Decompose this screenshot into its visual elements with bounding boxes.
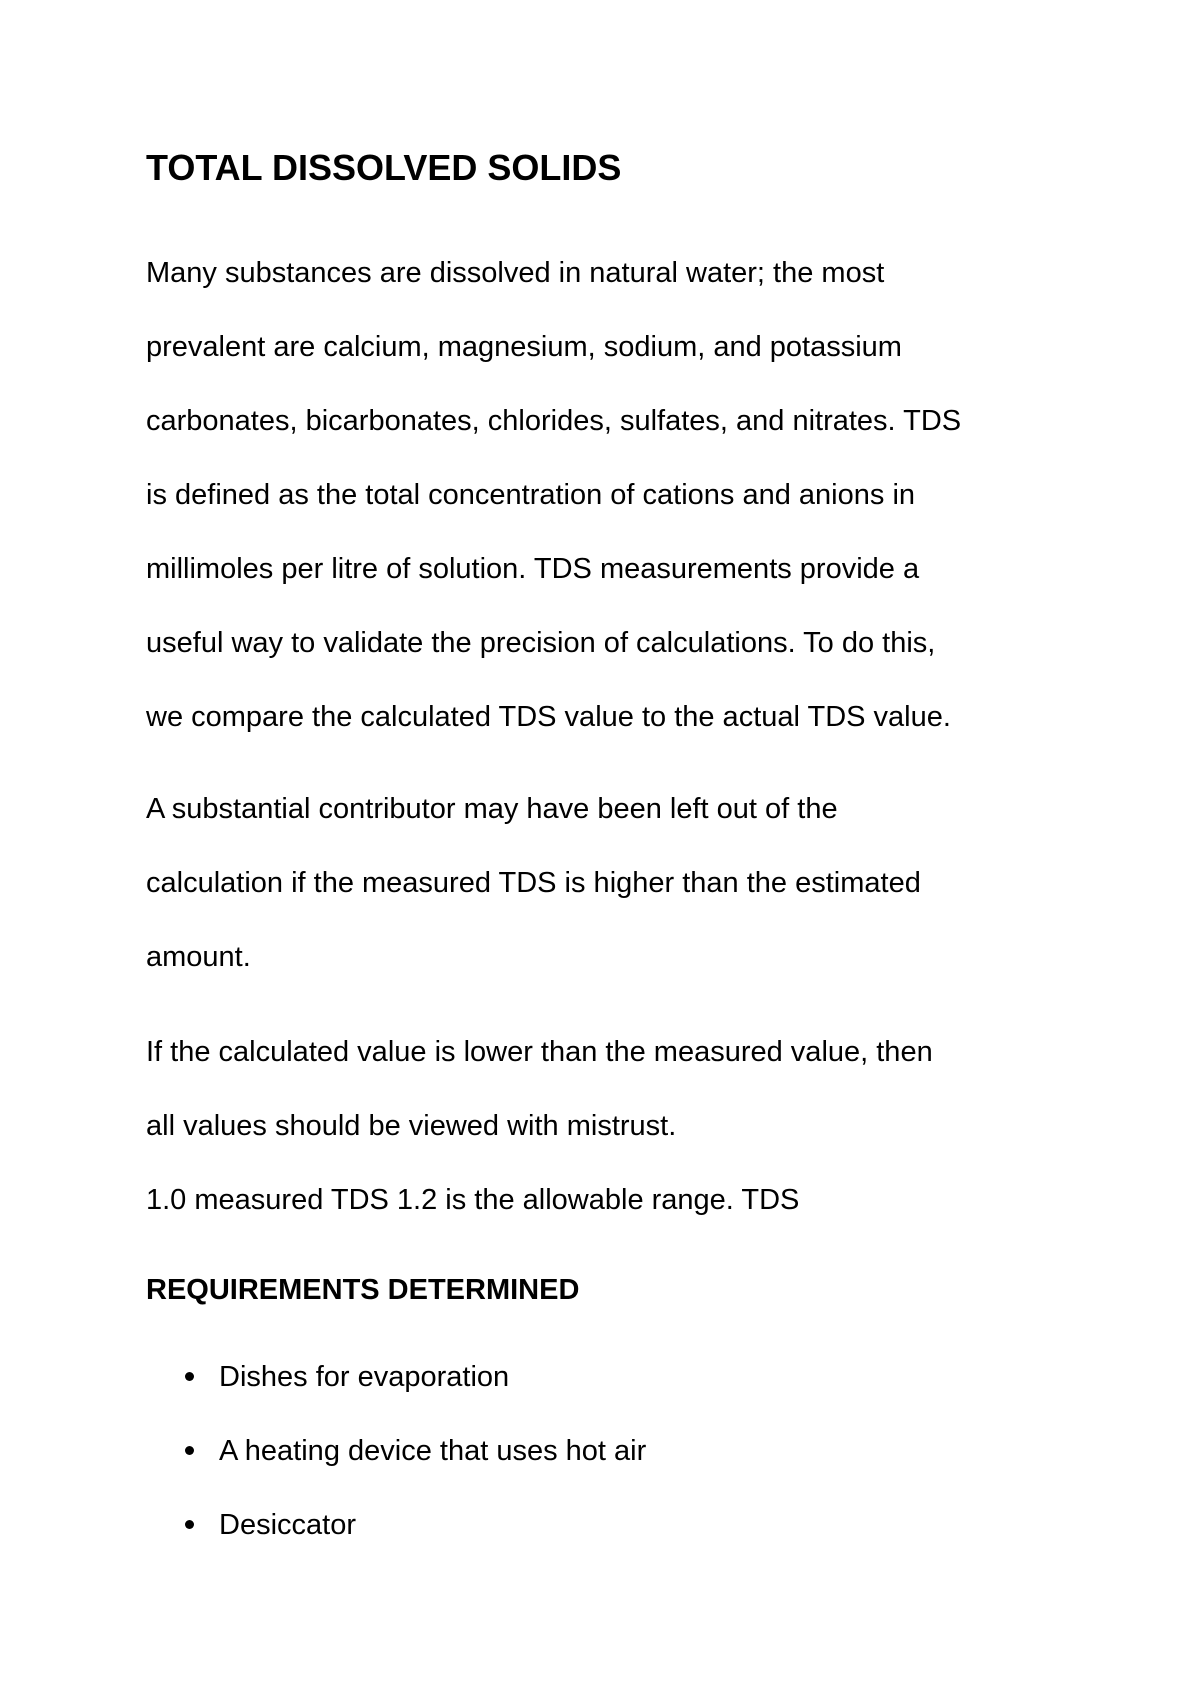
list-item-label: Desiccator (219, 1509, 356, 1541)
paragraph-intro (146, 236, 1066, 754)
paragraph-line: calculation if the measured TDS is higher than the estimated (146, 867, 921, 899)
paragraph-contributor (146, 772, 1066, 994)
list-item (146, 1414, 1066, 1488)
page-title: TOTAL DISSOLVED SOLIDS (146, 147, 622, 188)
list-item (146, 1488, 1066, 1562)
paragraph-line: all values should be viewed with mistrust. (146, 1110, 677, 1142)
paragraph-line: is defined as the total concentration of cations and anions in (146, 479, 916, 511)
paragraph-line: useful way to validate the precision of calculations. To do this, (146, 627, 936, 659)
list-item (146, 1340, 1066, 1414)
section-heading-requirements: REQUIREMENTS DETERMINED (146, 1274, 580, 1306)
bullet-icon (185, 1372, 194, 1381)
list-item-label: Dishes for evaporation (219, 1361, 510, 1393)
paragraph-line: 1.0 measured TDS 1.2 is the allowable range. TDS (146, 1184, 800, 1216)
paragraph-mistrust (146, 1015, 1066, 1163)
paragraph-line: we compare the calculated TDS value to the actual TDS value. (146, 701, 951, 733)
bullet-icon (185, 1520, 194, 1529)
paragraph-line: carbonates, bicarbonates, chlorides, sulfates, and nitrates. TDS (146, 405, 962, 437)
bullet-icon (185, 1446, 194, 1455)
paragraph-line: Many substances are dissolved in natural water; the most (146, 257, 885, 289)
requirements-list (146, 1340, 1066, 1562)
paragraph-line: amount. (146, 941, 251, 973)
paragraph-line: prevalent are calcium, magnesium, sodium, and potassium (146, 331, 902, 363)
paragraph-range (146, 1163, 1066, 1237)
paragraph-line: A substantial contributor may have been left out of the (146, 793, 838, 825)
paragraph-line: If the calculated value is lower than the measured value, then (146, 1036, 933, 1068)
list-item-label: A heating device that uses hot air (219, 1435, 647, 1467)
paragraph-line: millimoles per litre of solution. TDS measurements provide a (146, 553, 920, 585)
